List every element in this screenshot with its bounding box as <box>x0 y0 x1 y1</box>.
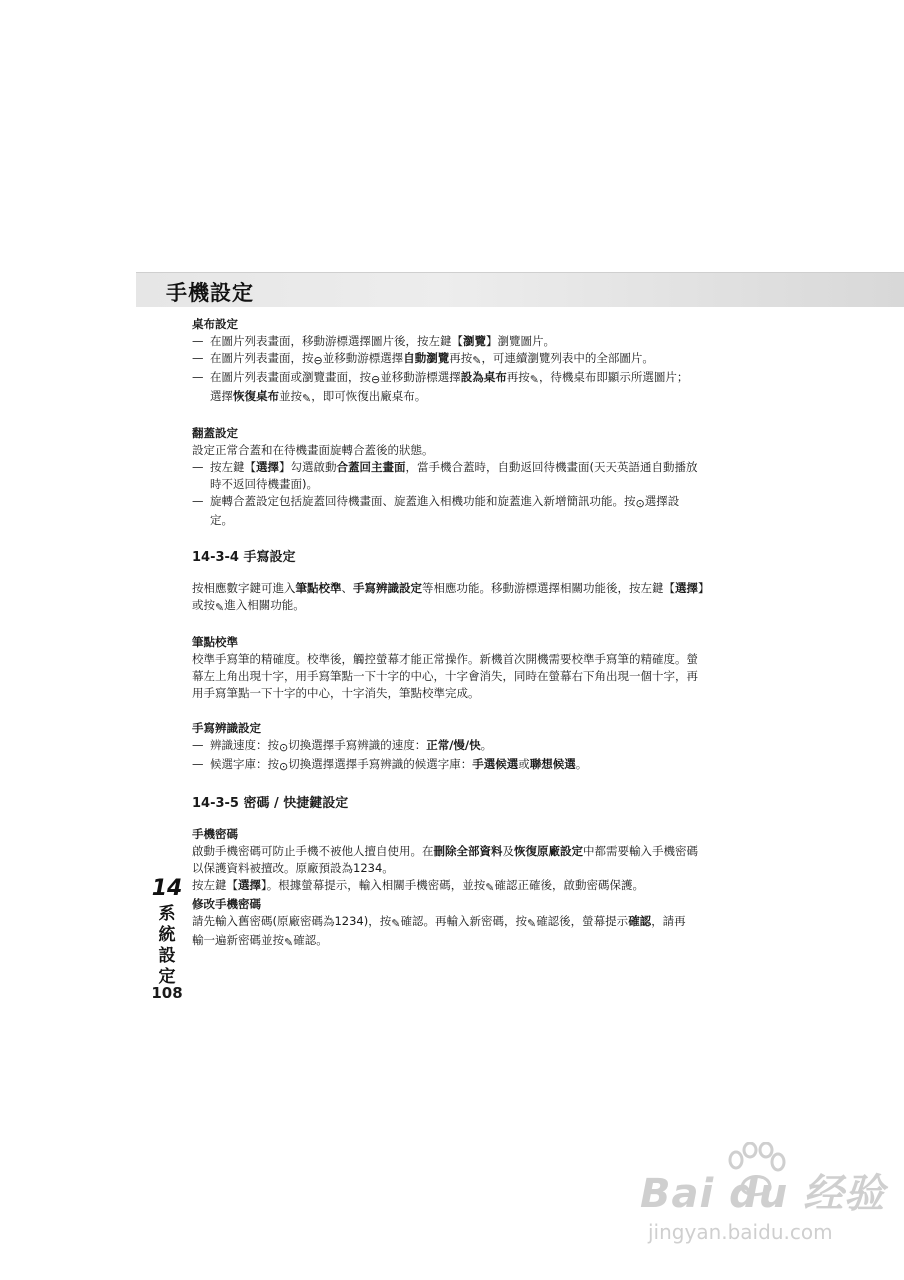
menu-key-icon: ⊖ <box>313 354 323 367</box>
chapter-label <box>150 904 184 988</box>
wallpaper-bullet-2: — 在圖片列表畫面，按⊖並移動游標選擇自動瀏覽再按✎，可連續瀏覽列表中的全部圖片。 <box>192 351 654 367</box>
ok-key-icon: ✎ <box>391 917 401 930</box>
flip-bullet-1: — 按左鍵【選擇】勾選啟動合蓋回主畫面，當手機合蓋時，自動返回待機畫面(天天英語通自動播放 時不返回待機畫面)。 <box>192 460 698 491</box>
ok-key-icon: ✎ <box>472 354 482 367</box>
page-number: 108 <box>151 984 183 1002</box>
nav-key-icon: ⊙ <box>279 741 289 754</box>
menu-key-icon: ⊖ <box>371 373 381 386</box>
wallpaper-title: 桌布設定 <box>192 317 238 331</box>
calibration-title: 筆點校準 <box>192 635 238 649</box>
change-password-title: 修改手機密碼 <box>192 897 261 911</box>
wallpaper-bullet-3: — 在圖片列表畫面或瀏覽畫面，按⊖並移動游標選擇設為桌布再按✎，待機桌布即顯示所選圖片； 選擇恢復桌布並按✎，即可恢復出廠桌布。 <box>192 370 689 405</box>
handwriting-intro: 按相應數字鍵可進入筆點校準、手寫辨識設定等相應功能。移動游標選擇相關功能後，按左鍵【選擇】 或按✎進入相關功能。 <box>192 581 710 614</box>
recognition-bullet-2: — 候選字庫：按⊙切換選擇選擇手寫辨識的候選字庫：手選候選或聯想候選。 <box>192 757 588 773</box>
recognition-title: 手寫辨識設定 <box>192 721 261 735</box>
password-heading: 14-3-5 密碼 / 快捷鍵設定 <box>192 796 349 811</box>
dash-icon: — <box>192 351 204 365</box>
nav-key-icon: ⊙ <box>279 760 289 773</box>
ok-key-icon: ✎ <box>302 392 312 405</box>
chapter-tab <box>150 878 184 988</box>
dash-icon: — <box>192 757 204 771</box>
ok-key-icon: ✎ <box>215 601 225 614</box>
dash-icon: — <box>192 738 204 752</box>
page-title: 手機設定 <box>166 281 254 305</box>
wallpaper-bullet-1: — 在圖片列表畫面，移動游標選擇圖片後，按左鍵【瀏覽】瀏覽圖片。 <box>192 334 555 348</box>
chapter-label-text: 系統設定 <box>158 904 176 987</box>
nav-key-icon: ⊙ <box>635 497 645 510</box>
flip-bullet-2: — 旋轉合蓋設定包括旋蓋回待機畫面、旋蓋進入相機功能和旋蓋進入新增簡訊功能。按⊙選擇設 定。 <box>192 494 680 527</box>
dash-icon: — <box>192 334 204 348</box>
watermark <box>640 1142 890 1272</box>
calibration-text: 校準手寫筆的精確度。校準後，觸控螢幕才能正常操作。新機首次開機需要校準手寫筆的精確度。螢 幕左上角出現十字，用手寫筆點一下十字的中心，十字會消失，同時在螢幕右下角出現一個十字，再 用手寫筆點一下十字的中心，十字消失，筆點校準完成。 <box>192 652 698 700</box>
watermark-site: jingyan.baidu.com <box>648 1220 833 1244</box>
ok-key-icon: ✎ <box>526 917 537 930</box>
chapter-number: 14 <box>151 876 183 901</box>
phone-password-title: 手機密碼 <box>192 827 238 841</box>
flip-intro: 設定正常合蓋和在待機畫面旋轉合蓋後的狀態。 <box>192 443 434 457</box>
dash-icon: — <box>192 460 204 474</box>
recognition-bullet-1: — 辨識速度：按⊙切換選擇手寫辨識的速度：正常/慢/快。 <box>192 738 493 754</box>
watermark-logo: Bai du 经验 <box>640 1171 886 1217</box>
ok-key-icon: ✎ <box>485 881 495 894</box>
change-password-text: 請先輸入舊密碼(原廠密碼為1234)，按✎確認。再輸入新密碼，按✎確認後，螢幕提示確認，請再 輸一遍新密碼並按✎確認。 <box>192 914 686 949</box>
dash-icon: — <box>192 494 204 508</box>
ok-key-icon: ✎ <box>529 373 539 386</box>
phone-password-text: 啟動手機密碼可防止手機不被他人擅自使用。在刪除全部資料及恢復原廠設定中都需要輸入手機密碼 以保護資料被擅改。原廠預設為1234。 按左鍵【選擇】。根據螢幕提示，輸入相關手機密碼，並按✎確認正確後，啟動密碼保護。 <box>192 844 698 894</box>
handwriting-heading: 14-3-4 手寫設定 <box>192 550 296 565</box>
dash-icon: — <box>192 370 204 384</box>
ok-key-icon: ✎ <box>284 936 294 949</box>
page-content <box>192 316 717 951</box>
flip-title: 翻蓋設定 <box>192 426 238 440</box>
